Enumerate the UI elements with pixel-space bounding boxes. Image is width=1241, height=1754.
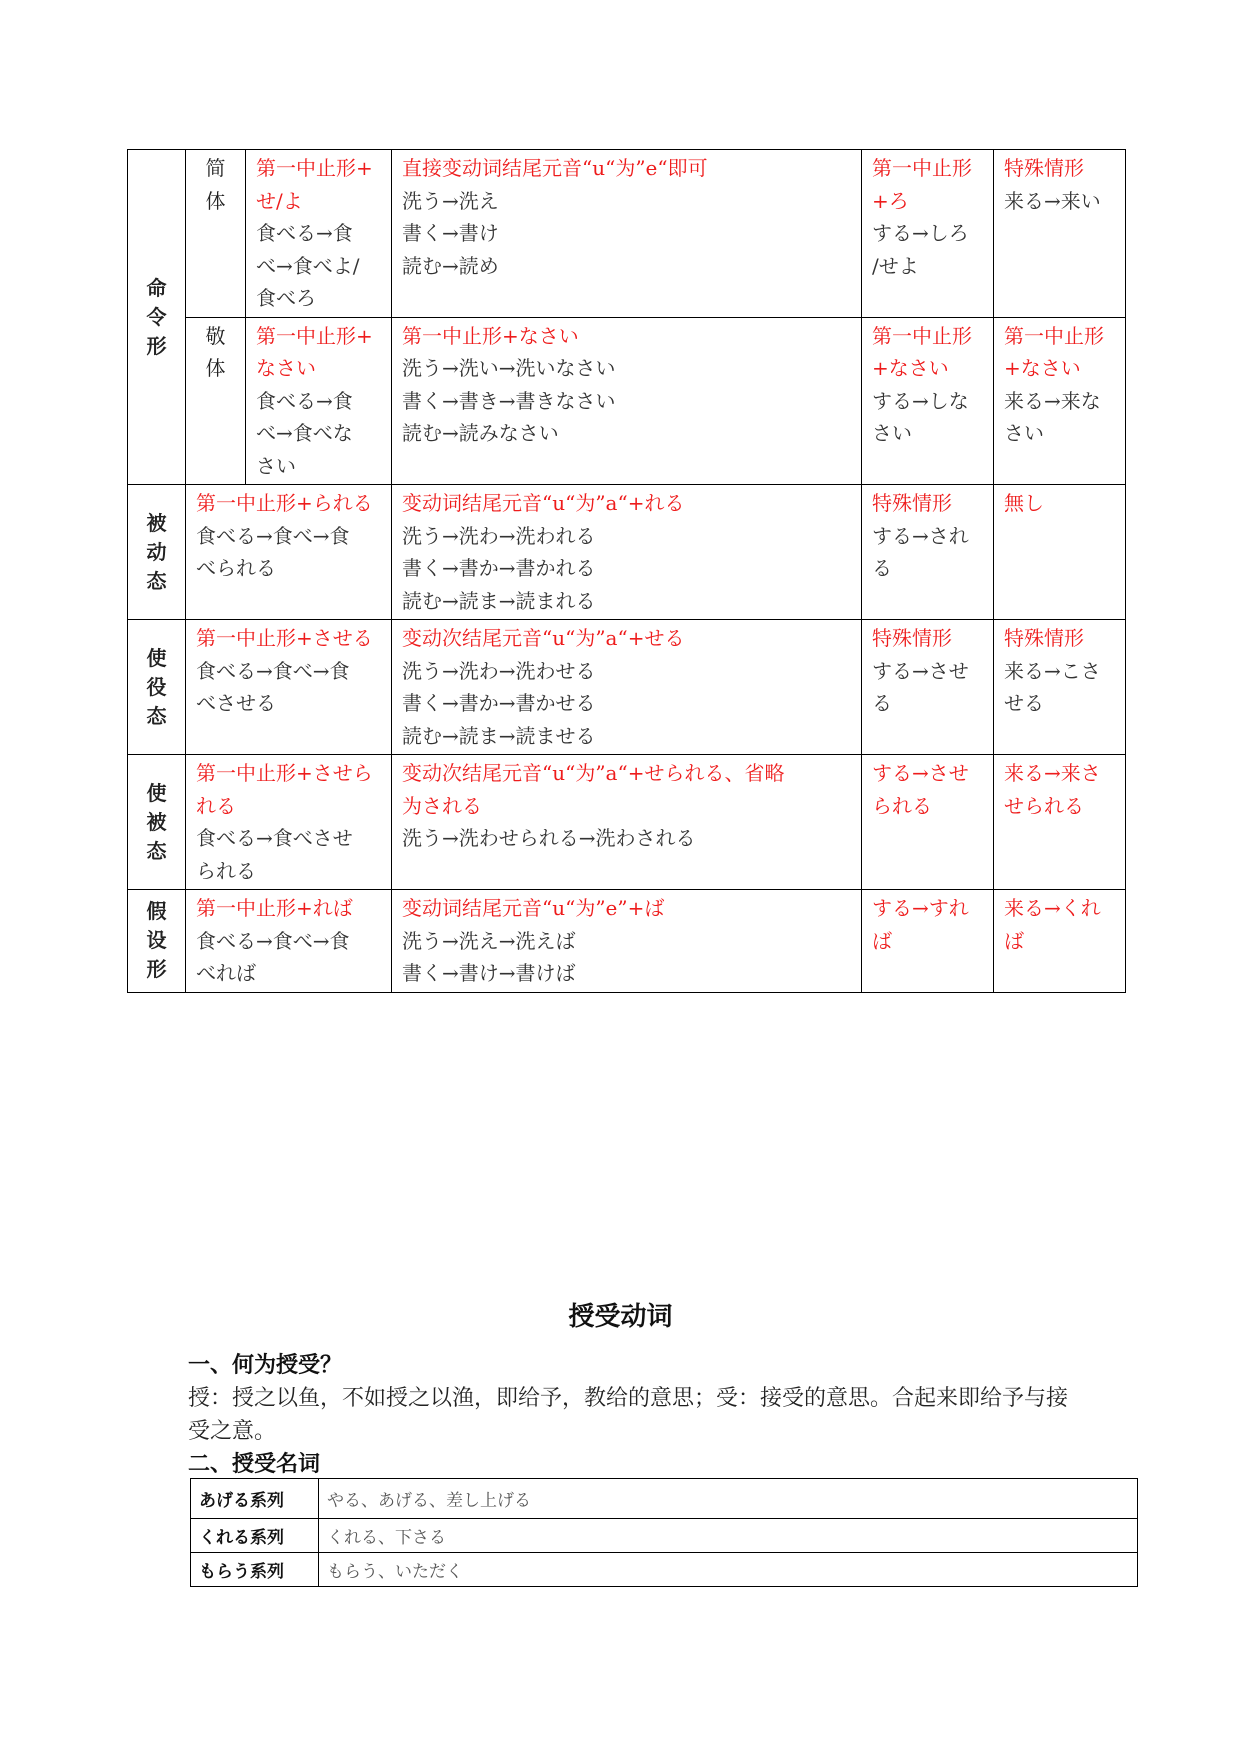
cell-col4 [994, 485, 1126, 620]
sub-label: 敬 体 [186, 317, 246, 485]
rule-text: 为される [402, 793, 482, 818]
cell-col4 [994, 620, 1126, 755]
rule-text: 特殊情形 [1004, 626, 1084, 650]
noun-value: もらう、いただく [319, 1553, 1138, 1587]
example-text: 食べる→食べ→食 [196, 523, 350, 548]
noun-table [190, 1478, 1138, 1587]
cell-col4 [994, 890, 1126, 993]
rule-text: 第一中止形 [1004, 323, 1104, 348]
example-text: る [872, 556, 892, 580]
noun-key: くれる系列 [191, 1519, 319, 1553]
conjugation-table [127, 149, 1126, 993]
example-text: 洗う→洗わせられる→洗わされる [402, 826, 696, 850]
example-text: 来る→来な [1004, 388, 1101, 413]
example-text: 書く→書き→書きなさい [402, 388, 616, 413]
rule-text: 無し [1004, 491, 1044, 515]
heading-what-is: 一、何为授受？ [188, 1353, 343, 1378]
example-text: する→しろ [872, 221, 969, 245]
cell-col2 [392, 890, 862, 993]
rule-text: 第一中止形 [872, 323, 972, 348]
example-text: 食べる→食 [256, 388, 353, 413]
example-text: べさせる [196, 691, 276, 715]
example-text: さい [872, 421, 912, 445]
cell-col3 [862, 150, 994, 318]
row-group-label: 假 设 形 [128, 890, 186, 993]
rule-text: なさい [256, 356, 316, 380]
cell-col4 [994, 755, 1126, 890]
cell-col1 [186, 620, 392, 755]
cell-col2 [392, 485, 862, 620]
example-text: 洗う→洗わ→洗われる [402, 523, 596, 548]
rule-text: ば [1004, 928, 1024, 953]
rule-text: 来る→くれ [1004, 896, 1101, 920]
rule-text: +なさい [872, 356, 949, 380]
table-row [128, 890, 1126, 993]
rule-text: 第一中止形 [872, 156, 972, 180]
example-text: べられる [196, 556, 276, 580]
example-text: る [872, 691, 892, 715]
noun-value: くれる、下さる [319, 1519, 1138, 1553]
row-group-label: 使 被 态 [128, 755, 186, 890]
definition-paragraph: 授：授之以鱼，不如授之以渔，即给予，教给的意思；受：接受的意思。合起来即给予与接受之意。 [188, 1386, 1069, 1444]
rule-text: ば [872, 928, 892, 953]
example-text: 読む→読ま→読まれる [402, 588, 596, 613]
rule-text: 变动词结尾元音“u“为”a“+れる [402, 491, 685, 515]
rule-text: 第一中止形+られる [196, 491, 373, 515]
rule-text: 第一中止形+させる [196, 626, 373, 650]
cell-col1 [186, 755, 392, 890]
example-text: 来る→来い [1004, 188, 1101, 213]
noun-key: あげる系列 [191, 1479, 319, 1519]
example-text: 来る→こさ [1004, 658, 1101, 683]
rule-text: 变动次结尾元音“u“为”a“+せる [402, 626, 685, 650]
cell-col3 [862, 755, 994, 890]
example-text: 食べる→食べ→食 [196, 928, 350, 953]
rule-text: 第一中止形+ [256, 156, 373, 180]
cell-col4 [994, 150, 1126, 318]
sub-label: 简 体 [186, 150, 246, 318]
example-text: 洗う→洗え→洗えば [402, 928, 576, 953]
cell-col3 [862, 890, 994, 993]
rule-text: 变动词结尾元音“u“为”e”+ば [402, 896, 665, 920]
rule-text: られる [872, 793, 932, 818]
cell-col3 [862, 317, 994, 485]
rule-text: +ろ [872, 188, 909, 213]
example-text: られる [196, 858, 256, 883]
rule-text: 直接变动词结尾元音“u“为”e“即可 [402, 156, 708, 180]
example-text: 洗う→洗わ→洗わせる [402, 658, 596, 683]
example-text: べれば [196, 961, 256, 985]
table-row [128, 755, 1126, 890]
rule-text: 第一中止形+れば [196, 896, 353, 920]
rule-text: 特殊情形 [1004, 156, 1084, 180]
cell-col4 [994, 317, 1126, 485]
noun-value: やる、あげる、差し上げる [319, 1479, 1138, 1519]
example-text: べ→食べな [256, 421, 353, 445]
cell-col3 [862, 485, 994, 620]
cell-col2 [392, 755, 862, 890]
cell-col3 [862, 620, 994, 755]
rule-text: 第一中止形+させら [196, 761, 373, 785]
row-group-label: 命 令 形 [128, 150, 186, 485]
rule-text: する→させ [872, 761, 969, 785]
section-title: 授受动词 [568, 1302, 673, 1332]
example-text: 読む→読ま→読ませる [402, 723, 596, 748]
table-row [128, 485, 1126, 620]
cell-col1 [186, 890, 392, 993]
example-text: する→しな [872, 388, 969, 413]
example-text: 洗う→洗い→洗いなさい [402, 356, 616, 380]
rule-text: せられる [1004, 793, 1084, 818]
example-text: べ→食べよ/ [256, 253, 360, 278]
table-row [191, 1519, 1138, 1553]
rule-text: れる [196, 793, 236, 818]
cell-col2 [392, 150, 862, 318]
rule-text: 特殊情形 [872, 491, 952, 515]
example-text: 食べる→食 [256, 221, 353, 245]
table-row [128, 317, 1126, 485]
cell-col2 [392, 317, 862, 485]
cell-col1 [246, 317, 392, 485]
example-text: 書く→書け→書けば [402, 961, 576, 985]
example-text: 食べる→食べさせ [196, 826, 353, 850]
example-text: 読む→読め [402, 253, 499, 278]
example-text: 読む→読みなさい [402, 421, 559, 445]
cell-col2 [392, 620, 862, 755]
example-text: 書く→書け [402, 221, 499, 245]
example-text: する→させ [872, 658, 969, 683]
example-text: 書く→書か→書かれる [402, 556, 596, 580]
example-text: せる [1004, 691, 1044, 715]
example-text: 書く→書か→書かせる [402, 691, 596, 715]
rule-text: +なさい [1004, 356, 1081, 380]
table-row [191, 1479, 1138, 1519]
heading-nouns: 二、授受名词 [188, 1452, 321, 1477]
row-group-label: 使 役 态 [128, 620, 186, 755]
rule-text: する→すれ [872, 896, 969, 920]
table-row [128, 620, 1126, 755]
rule-text: 来る→来さ [1004, 761, 1101, 785]
example-text: 洗う→洗え [402, 188, 499, 213]
table-row [128, 150, 1126, 318]
example-text: さい [1004, 421, 1044, 445]
cell-col1 [186, 485, 392, 620]
rule-text: せ/よ [256, 188, 303, 213]
example-text: /せよ [872, 253, 919, 278]
rule-text: 变动次结尾元音“u“为”a“+せられる、省略 [402, 761, 785, 785]
rule-text: 第一中止形+ [256, 323, 373, 348]
example-text: 食べる→食べ→食 [196, 658, 350, 683]
example-text: さい [256, 453, 296, 478]
example-text: する→され [872, 523, 969, 548]
rule-text: 特殊情形 [872, 626, 952, 650]
table-row [191, 1553, 1138, 1587]
example-text: 食べろ [256, 286, 316, 310]
rule-text: 第一中止形+なさい [402, 323, 579, 348]
row-group-label: 被 动 态 [128, 485, 186, 620]
cell-col1 [246, 150, 392, 318]
noun-key: もらう系列 [191, 1553, 319, 1587]
